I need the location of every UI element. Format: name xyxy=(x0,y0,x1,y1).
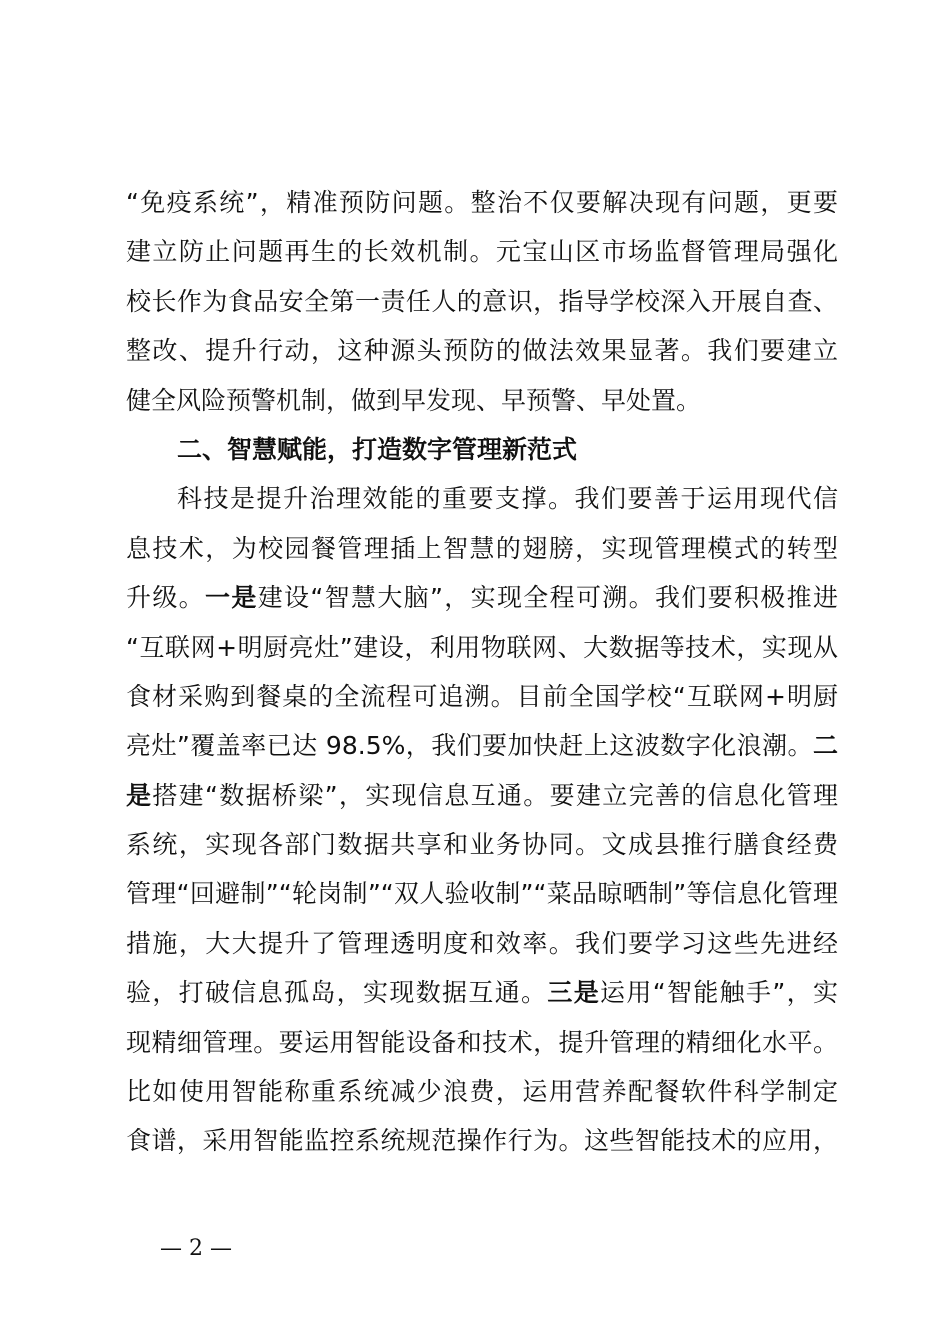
bold-marker: 二 xyxy=(812,731,838,761)
paragraph-line: 校长作为食品安全第一责任人的意识，指导学校深入开展自查、 xyxy=(126,286,838,316)
paragraph-line: 息技术，为校园餐管理插上智慧的翅膀，实现管理模式的转型 xyxy=(126,533,838,563)
text-run: 升级。 xyxy=(126,583,206,613)
text-run: 搭建“数据桥梁”，实现信息互通。要建立完善的信息化管理 xyxy=(152,780,838,810)
paragraph-line: 系统，实现各部门数据共享和业务协同。文成县推行膳食经费 xyxy=(126,830,838,860)
text-run: 验，打破信息孤岛，实现数据互通。 xyxy=(126,978,548,1008)
text-run: 建设“智慧大脑”，实现全程可溯。我们要积极推进 xyxy=(257,583,838,613)
paragraph-1 xyxy=(126,178,838,425)
text-run: 亮灶”覆盖率已达 98.5%，我们要加快赶上这波数字化浪潮。 xyxy=(126,731,813,761)
paragraph-line: “免疫系统”，精准预防问题。整治不仅要解决现有问题，更要 xyxy=(126,188,838,217)
document-body xyxy=(126,178,838,1166)
bold-marker: 一是 xyxy=(205,583,258,613)
paragraph-line xyxy=(126,771,838,820)
paragraph-line: 科技是提升治理效能的重要支撑。我们要善于运用现代信 xyxy=(177,484,838,514)
paragraph-line: “互联网+明厨亮灶”建设，利用物联网、大数据等技术，实现从 xyxy=(126,632,838,662)
page-number: — 2 — xyxy=(160,1236,232,1261)
bold-marker: 是 xyxy=(126,780,153,810)
section-heading: 二、智慧赋能，打造数字管理新范式 xyxy=(177,434,578,464)
paragraph-2 xyxy=(126,474,838,1165)
bold-marker: 三是 xyxy=(547,978,601,1008)
paragraph-line xyxy=(126,573,838,622)
paragraph-line xyxy=(126,968,838,1017)
text-run: 运用“智能触手”，实 xyxy=(600,978,838,1008)
paragraph-line: 整改、提升行动，这种源头预防的做法效果显著。我们要建立 xyxy=(126,336,838,366)
paragraph-line: 管理“回避制”“轮岗制”“双人验收制”“菜品晾晒制”等信息化管理 xyxy=(126,879,838,909)
paragraph-line xyxy=(126,721,838,770)
paragraph-line: 食谱，采用智能监控系统规范操作行为。这些智能技术的应用， xyxy=(126,1126,838,1156)
paragraph-line: 食材采购到餐桌的全流程可追溯。目前全国学校“互联网+明厨 xyxy=(126,681,838,711)
paragraph-line: 健全风险预警机制，做到早发现、早预警、早处置。 xyxy=(126,385,702,415)
paragraph-line: 措施，大大提升了管理透明度和效率。我们要学习这些先进经 xyxy=(126,928,838,958)
paragraph-line: 比如使用智能称重系统减少浪费，运用营养配餐软件科学制定 xyxy=(126,1077,838,1107)
paragraph-line: 现精细管理。要运用智能设备和技术，提升管理的精细化水平。 xyxy=(126,1027,838,1057)
paragraph-line: 建立防止问题再生的长效机制。元宝山区市场监督管理局强化 xyxy=(126,237,838,267)
